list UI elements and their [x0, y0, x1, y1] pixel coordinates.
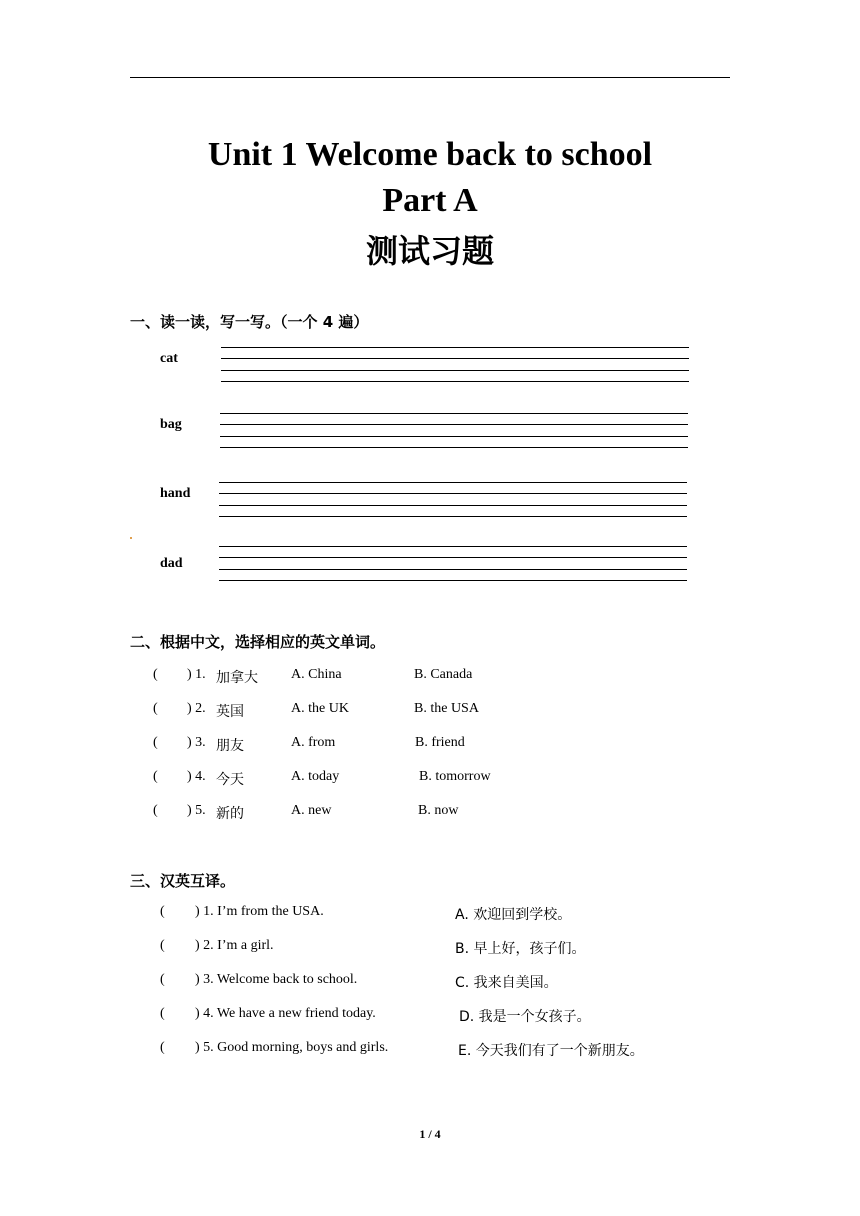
option-b: B. Canada	[414, 667, 473, 682]
word-label-dad: dad	[160, 556, 183, 571]
option-a: A. China	[291, 667, 342, 682]
chinese-sentence: B. 早上好，孩子们。	[455, 941, 586, 957]
option-b: B. now	[418, 803, 459, 818]
question-number: ) 1.	[187, 667, 206, 682]
chinese-prompt: 新的	[216, 806, 244, 822]
question-number: ) 3.	[187, 735, 206, 750]
chinese-prompt: 今天	[216, 772, 244, 788]
word-label-cat: cat	[160, 351, 178, 366]
answer-blank[interactable]: (	[160, 938, 165, 953]
chinese-sentence: C. 我来自美国。	[455, 975, 558, 991]
question-number: ) 2.	[187, 701, 206, 716]
answer-blank[interactable]: (	[153, 701, 158, 716]
section-2-heading: 二、根据中文，选择相应的英文单词。	[130, 633, 386, 651]
title-line-3: 测试习题	[365, 232, 494, 270]
answer-blank[interactable]: (	[160, 1006, 165, 1021]
page-number: 1 / 4	[419, 1127, 441, 1141]
chinese-sentence: A. 欢迎回到学校。	[455, 907, 572, 923]
word-label-hand: hand	[160, 486, 191, 501]
option-b: B. friend	[415, 735, 465, 750]
english-sentence: ) 2. I’m a girl.	[195, 938, 274, 953]
answer-blank[interactable]: (	[153, 735, 158, 750]
title-line-2: Part A	[382, 182, 478, 219]
question-number: ) 4.	[187, 769, 206, 784]
chinese-prompt: 加拿大	[216, 670, 258, 686]
question-number: ) 5.	[187, 803, 206, 818]
section-3-heading: 三、汉英互译。	[130, 872, 236, 890]
english-sentence: ) 4. We have a new friend today.	[195, 1006, 376, 1021]
chinese-sentence: D. 我是一个女孩子。	[459, 1009, 591, 1025]
answer-blank[interactable]: (	[160, 1040, 165, 1055]
english-sentence: ) 3. Welcome back to school.	[195, 972, 358, 987]
option-b: B. tomorrow	[419, 769, 491, 784]
english-sentence: ) 1. I’m from the USA.	[195, 904, 324, 919]
option-a: A. today	[291, 769, 340, 784]
stray-mark	[130, 537, 132, 539]
answer-blank[interactable]: (	[153, 667, 158, 682]
answer-blank[interactable]: (	[160, 904, 165, 919]
option-a: A. new	[291, 803, 332, 818]
option-a: A. from	[291, 735, 336, 750]
option-b: B. the USA	[414, 701, 479, 716]
chinese-prompt: 英国	[216, 704, 244, 720]
word-label-bag: bag	[160, 417, 182, 432]
answer-blank[interactable]: (	[160, 972, 165, 987]
answer-blank[interactable]: (	[153, 803, 158, 818]
chinese-prompt: 朋友	[216, 738, 244, 754]
section-1-heading: 一、读一读，写一写。（一个 4 遍）	[130, 313, 369, 331]
title-line-1: Unit 1 Welcome back to school	[207, 136, 653, 173]
header-rule	[130, 77, 730, 78]
answer-blank[interactable]: (	[153, 769, 158, 784]
chinese-sentence: E. 今天我们有了一个新朋友。	[458, 1043, 644, 1059]
english-sentence: ) 5. Good morning, boys and girls.	[195, 1040, 389, 1055]
option-a: A. the UK	[291, 701, 349, 716]
